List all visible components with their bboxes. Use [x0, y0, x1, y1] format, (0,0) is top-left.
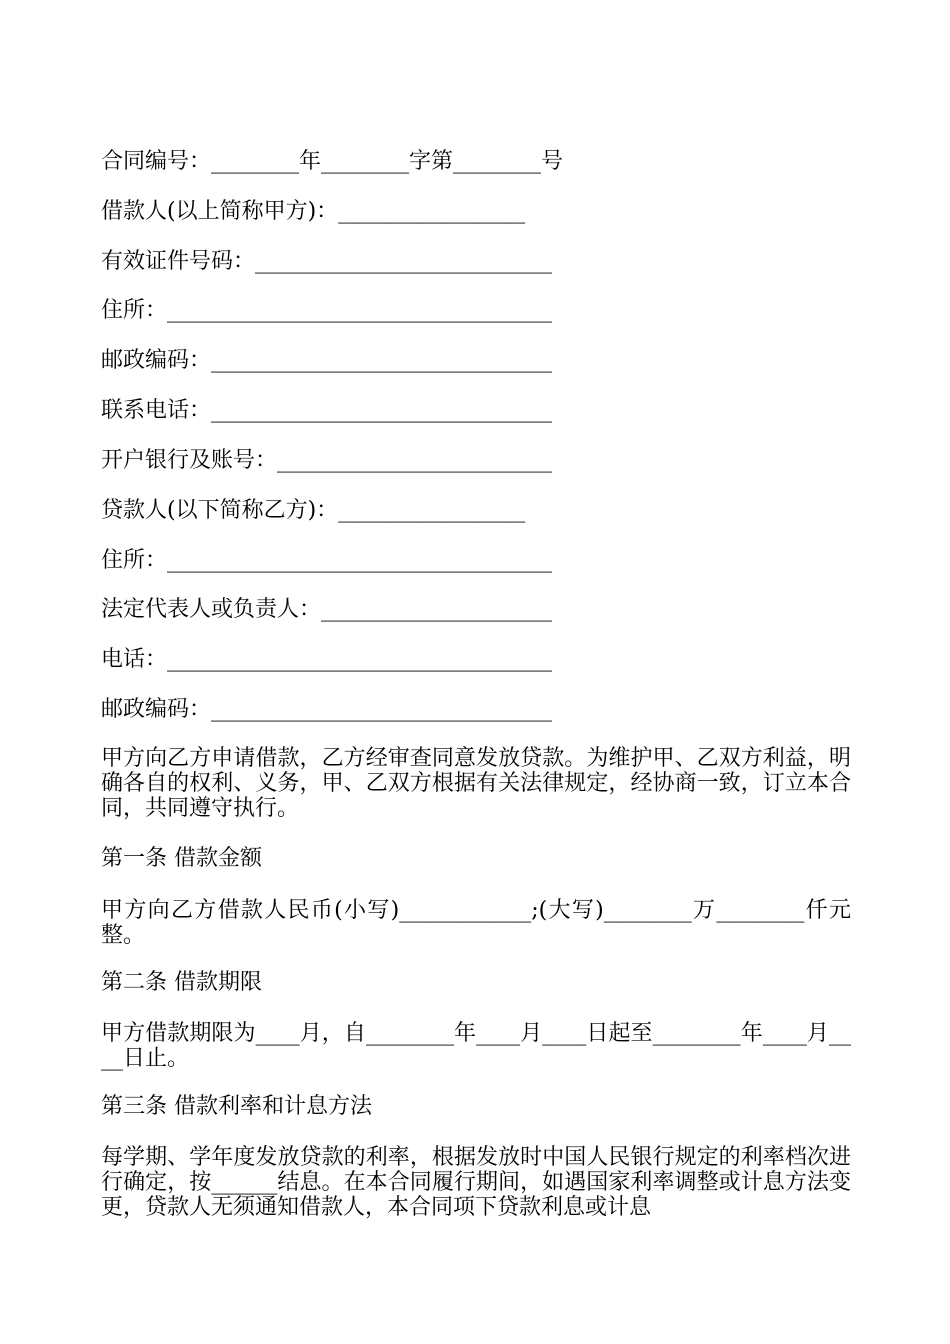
field-contract-number: 合同编号：________年________字第________号 — [101, 149, 564, 174]
article-1-heading: 第一条 借款金额 — [101, 846, 262, 871]
article-1-body: 甲方向乙方借款人民币(小写)____________;(大写)________万________仟元整。 — [101, 898, 851, 948]
article-3-body: 每学期、学年度发放贷款的利率，根据发放时中国人民银行规定的利率档次进行确定，按______结息。在本合同履行期间，如遇国家利率调整或计息方法变更，贷款人无须通知借款人，本合同项下贷款利息或计息 — [101, 1145, 851, 1220]
article-3-heading: 第三条 借款利率和计息方法 — [101, 1094, 372, 1119]
field-lender-postcode: 邮政编码：_______________________________ — [101, 697, 553, 722]
field-borrower: 借款人(以上简称甲方)：_________________ — [101, 199, 526, 224]
field-borrower-address: 住所：___________________________________ — [101, 298, 553, 323]
field-id-number: 有效证件号码：___________________________ — [101, 249, 553, 274]
field-borrower-phone: 联系电话：_______________________________ — [101, 398, 553, 423]
field-bank-account: 开户银行及账号：_________________________ — [101, 448, 553, 473]
field-lender: 贷款人(以下简称乙方)：_________________ — [101, 498, 526, 523]
field-legal-representative: 法定代表人或负责人：_____________________ — [101, 597, 553, 622]
article-2-heading: 第二条 借款期限 — [101, 970, 262, 995]
field-lender-phone: 电话：___________________________________ — [101, 647, 553, 672]
field-borrower-postcode: 邮政编码：_______________________________ — [101, 348, 553, 373]
field-lender-address: 住所：___________________________________ — [101, 548, 553, 573]
preamble-paragraph: 甲方向乙方申请借款，乙方经审查同意发放贷款。为维护甲、乙双方利益，明确各自的权利、义务，甲、乙双方根据有关法律规定，经协商一致，订立本合同，共同遵守执行。 — [101, 746, 851, 821]
article-2-body: 甲方借款期限为____月，自________年____月____日起至________年____月____日止。 — [101, 1021, 851, 1071]
